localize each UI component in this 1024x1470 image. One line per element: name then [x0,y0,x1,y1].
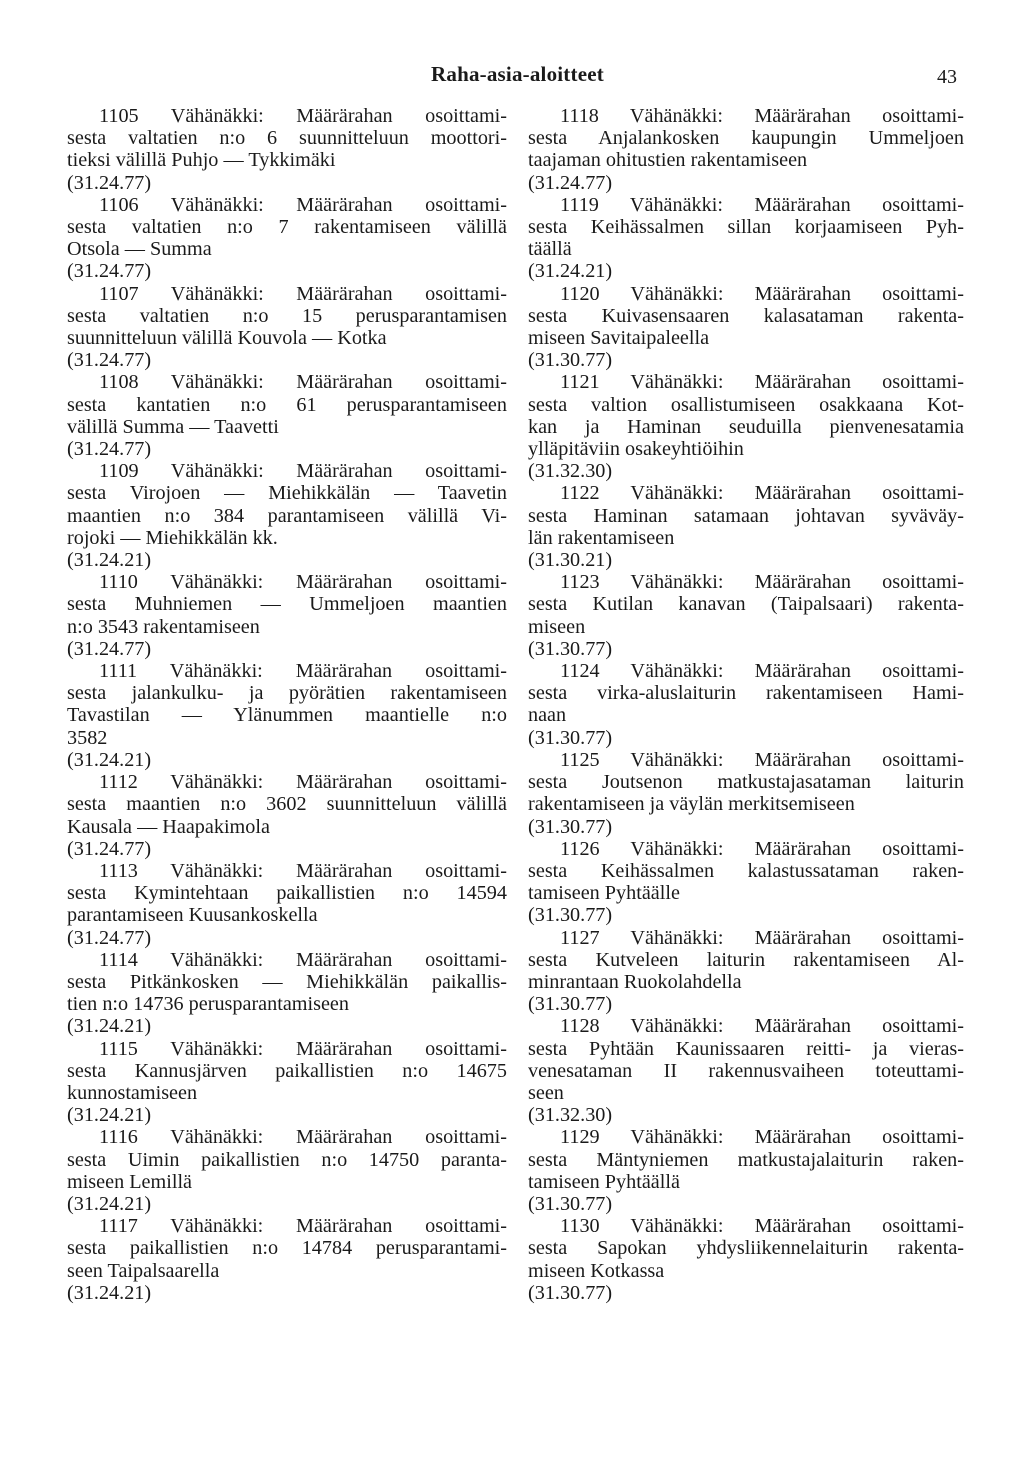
motion-entry [67,105,507,194]
entry-text-line: sesta Keihässalmen sillan korjaamiseen Pyh- [528,216,964,239]
entry-text-line: sesta Uimin paikallistien n:o 14750 paranta- [67,1148,507,1171]
entry-text-line: 1105 Vähänäkki: Määrärahan osoittami- [99,105,507,127]
entry-text-line: sesta valtatien n:o 6 suunnitteluun moottori- [67,127,507,150]
entry-text-line: län rakentamiseen [528,526,675,549]
entry-text-line: välillä Summa — Taavetti [67,415,279,438]
entry-text-line: sesta Joutsenon matkustajasataman laiturin [528,771,964,794]
entry-text-line: 1112 Vähänäkki: Määrärahan osoittami- [99,771,507,794]
entry-reference-code: (31.24.21) [67,1015,152,1038]
left-column [67,105,507,1304]
entry-text-line: minrantaan Ruokolahdella [528,970,742,993]
motion-entry [528,194,964,283]
entry-text-line: 3582 [67,726,108,749]
entry-text-line: Tavastilan — Ylänummen maantielle n:o [67,704,507,727]
entry-text-line: sesta Haminan satamaan johtavan syväväy- [528,504,964,527]
entry-text-line: tamiseen Pyhtäälle [528,882,680,905]
entry-text-line: sesta Keihässalmen kalastussataman raken- [528,859,964,882]
entry-reference-code: (31.24.21) [67,549,152,572]
entry-text-line: n:o 3543 rakentamiseen [67,615,260,638]
motion-entry [67,1126,507,1215]
entry-text-line: sesta Kymintehtaan paikallistien n:o 14594 [67,882,507,905]
page-header-title: Raha-asia-aloitteet [431,62,604,86]
motion-entry [528,749,964,838]
entry-reference-code: (31.24.77) [67,926,152,949]
entry-reference-code: (31.24.77) [67,260,152,283]
entry-reference-code: (31.30.21) [528,549,613,572]
entry-reference-code: (31.24.77) [67,438,152,461]
motion-entry [67,660,507,771]
entry-text-line: sesta maantien n:o 3602 suunnitteluun välillä [67,793,507,816]
entry-text-line: 1128 Vähänäkki: Määrärahan osoittami- [560,1015,964,1038]
motion-entry [528,371,964,482]
entry-reference-code: (31.32.30) [528,1104,613,1127]
entry-text-line: miseen Lemillä [67,1170,193,1193]
entry-text-line: tien n:o 14736 perusparantamiseen [67,993,349,1016]
motion-entry [528,482,964,571]
motion-entry [67,371,507,460]
entry-text-line: 1107 Vähänäkki: Määrärahan osoittami- [99,282,507,305]
entry-reference-code: (31.30.77) [528,904,613,927]
entry-text-line: 1110 Vähänäkki: Määrärahan osoittami- [99,571,507,594]
entry-text-line: 1127 Vähänäkki: Määrärahan osoittami- [560,926,964,949]
entry-text-line: sesta valtatien n:o 15 perusparantamisen [67,304,507,327]
entry-reference-code: (31.24.77) [67,837,152,860]
entry-reference-code: (31.24.21) [528,260,613,283]
motion-entry [528,927,964,1016]
entry-text-line: miseen Savitaipaleella [528,327,710,350]
entry-text-line: 1115 Vähänäkki: Määrärahan osoittami- [99,1037,507,1060]
entry-text-line: 1113 Vähänäkki: Määrärahan osoittami- [99,859,507,882]
entry-text-line: sesta Muhniemen — Ummeljoen maantien [67,593,507,616]
entry-text-line: sesta valtion osallistumiseen osakkaana Kot- [528,393,964,416]
entry-text-line: suunnitteluun välillä Kouvola — Kotka [67,327,387,350]
entry-reference-code: (31.30.77) [528,1281,613,1304]
entry-text-line: parantamiseen Kuusankoskella [67,904,318,927]
entry-reference-code: (31.30.77) [528,726,613,749]
entry-text-line: 1126 Vähänäkki: Määrärahan osoittami- [560,837,964,860]
entry-reference-code: (31.24.21) [67,1104,152,1127]
entry-text-line: 1108 Vähänäkki: Määrärahan osoittami- [99,371,507,394]
entry-text-line: ylläpitäviin osakeyhtiöihin [528,438,744,461]
motion-entry [67,1038,507,1127]
entry-text-line: 1129 Vähänäkki: Määrärahan osoittami- [560,1126,964,1149]
entry-text-line: venesataman II rakennusvaiheen toteuttami- [528,1059,964,1082]
entry-text-line: sesta kantatien n:o 61 perusparantamiseen [67,393,507,416]
entry-text-line: sesta Sapokan yhdysliikennelaiturin rakenta- [528,1237,964,1260]
entry-reference-code: (31.24.77) [67,637,152,660]
entry-text-line: seen [528,1081,564,1104]
entry-text-line: sesta Virojoen — Miehikkälän — Taavetin [67,482,507,505]
motion-entry [528,838,964,927]
entry-text-line: sesta jalankulku- ja pyörätien rakentamiseen [67,682,507,705]
entry-reference-code: (31.24.21) [67,748,152,771]
entry-text-line: 1122 Vähänäkki: Määrärahan osoittami- [560,482,964,505]
entry-text-line: sesta Pitkänkosken — Miehikkälän paikallis- [67,970,507,993]
entry-text-line: sesta Pyhtään Kaunissaaren reitti- ja vieras- [528,1037,964,1060]
entry-text-line: 1114 Vähänäkki: Määrärahan osoittami- [99,948,507,971]
entry-text-line: rojoki — Miehikkälän kk. [67,526,278,549]
entry-text-line: seen Taipalsaarella [67,1259,220,1282]
entry-reference-code: (31.30.77) [528,993,613,1016]
entry-text-line: sesta Kuivasensaaren kalasataman rakenta- [528,304,964,327]
entry-text-line: täällä [528,238,572,261]
entry-text-line: miseen [528,615,586,638]
motion-entry [528,283,964,372]
entry-text-line: 1106 Vähänäkki: Määrärahan osoittami- [99,193,507,216]
entry-text-line: tieksi välillä Puhjo — Tykkimäki [67,149,336,172]
entry-text-line: sesta Anjalankosken kaupungin Ummeljoen [528,127,964,150]
motion-entry [67,949,507,1038]
entry-text-line: naan [528,704,567,727]
entry-text-line: 1117 Vähänäkki: Määrärahan osoittami- [99,1215,507,1238]
motion-entry [528,105,964,194]
entry-reference-code: (31.24.21) [67,1281,152,1304]
entry-text-line: 1125 Vähänäkki: Määrärahan osoittami- [560,748,964,771]
entry-text-line: 1130 Vähänäkki: Määrärahan osoittami- [560,1215,964,1238]
entry-reference-code: (31.32.30) [528,460,613,483]
entry-text-line: sesta valtatien n:o 7 rakentamiseen välillä [67,216,507,239]
motion-entry [67,860,507,949]
entry-text-line: 1111 Vähänäkki: Määrärahan osoittami- [99,660,507,683]
entry-reference-code: (31.24.77) [528,171,613,194]
entry-reference-code: (31.30.77) [528,1192,613,1215]
motion-entry [67,771,507,860]
entry-text-line: 1116 Vähänäkki: Määrärahan osoittami- [99,1126,507,1149]
entry-reference-code: (31.30.77) [528,637,613,660]
entry-text-line: taajaman ohitustien rakentamiseen [528,149,808,172]
entry-text-line: 1121 Vähänäkki: Määrärahan osoittami- [560,371,964,394]
entry-text-line: 1120 Vähänäkki: Määrärahan osoittami- [560,282,964,305]
motion-entry [67,194,507,283]
entry-text-line: rakentamiseen ja väylän merkitsemiseen [528,793,855,816]
entry-text-line: 1109 Vähänäkki: Määrärahan osoittami- [99,460,507,483]
motion-entry [528,1215,964,1304]
entry-reference-code: (31.24.21) [67,1192,152,1215]
right-column [528,105,964,1304]
entry-text-line: sesta paikallistien n:o 14784 perusparantami- [67,1237,507,1260]
page-number: 43 [937,66,957,88]
entry-text-line: Kausala — Haapakimola [67,815,270,838]
entry-text-line: Otsola — Summa [67,238,212,261]
entry-text-line: 1118 Vähänäkki: Määrärahan osoittami- [560,105,964,127]
entry-reference-code: (31.24.77) [67,349,152,372]
motion-entry [67,571,507,660]
entry-reference-code: (31.30.77) [528,815,613,838]
entry-text-line: tamiseen Pyhtäällä [528,1170,680,1193]
motion-entry [528,571,964,660]
entry-text-line: sesta Kutilan kanavan (Taipalsaari) rakenta- [528,593,964,616]
motion-entry [528,1015,964,1126]
entry-text-line: 1123 Vähänäkki: Määrärahan osoittami- [560,571,964,594]
entry-text-line: sesta Kannusjärven paikallistien n:o 14675 [67,1059,507,1082]
entry-text-line: kan ja Haminan seuduilla pienvenesatamia [528,415,964,438]
motion-entry [528,660,964,749]
entry-text-line: sesta virka-aluslaiturin rakentamiseen Hami- [528,682,964,705]
entry-text-line: maantien n:o 384 parantamiseen välillä Vi- [67,504,507,527]
entry-text-line: sesta Kutveleen laiturin rakentamiseen Al- [528,948,964,971]
motion-entry [67,283,507,372]
entry-reference-code: (31.30.77) [528,349,613,372]
entry-reference-code: (31.24.77) [67,171,152,194]
motion-entry [67,460,507,571]
motion-entry [528,1126,964,1215]
entry-text-line: 1119 Vähänäkki: Määrärahan osoittami- [560,193,964,216]
entry-text-line: sesta Mäntyniemen matkustajalaiturin raken- [528,1148,964,1171]
motion-entry [67,1215,507,1304]
entry-text-line: 1124 Vähänäkki: Määrärahan osoittami- [560,660,964,683]
entry-text-line: miseen Kotkassa [528,1259,665,1282]
entry-text-line: kunnostamiseen [67,1081,198,1104]
